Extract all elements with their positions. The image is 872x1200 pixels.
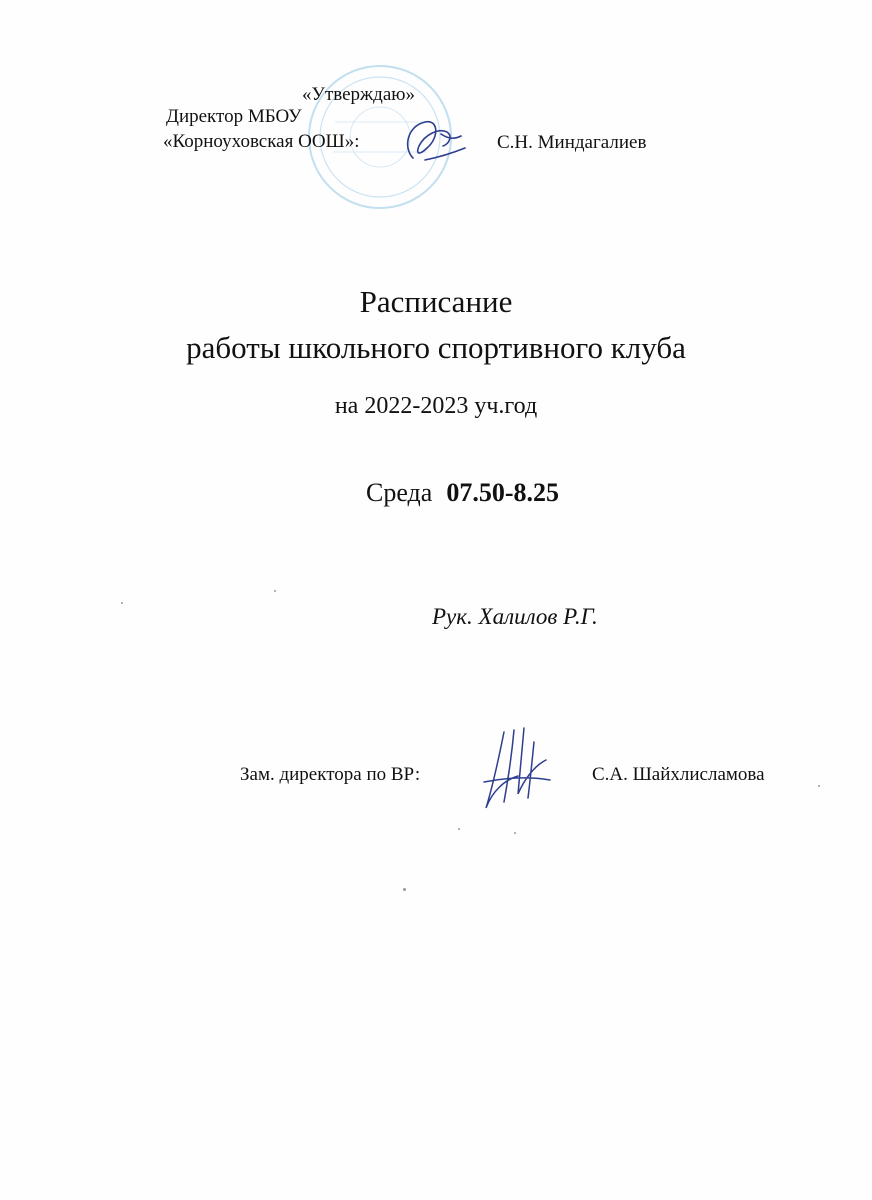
director-name: С.Н. Миндагалиев: [497, 132, 647, 153]
deputy-signature: [474, 722, 554, 822]
document-subtitle: работы школьного спортивного клуба: [186, 330, 686, 365]
scan-speck: [274, 590, 276, 592]
director-position-line2: «Корноуховская ООШ»:: [163, 131, 360, 152]
scan-speck: [514, 832, 516, 834]
club-leader: Рук. Халилов Р.Г.: [432, 604, 598, 629]
schedule-line: [366, 478, 559, 508]
director-signature: [395, 108, 470, 173]
scan-speck: [121, 602, 123, 604]
director-position-line1: Директор МБОУ: [166, 106, 302, 127]
schedule-day: Среда: [366, 478, 433, 507]
scan-speck: [818, 785, 820, 787]
scan-speck: [403, 888, 406, 891]
deputy-role: Зам. директора по ВР:: [240, 764, 421, 785]
academic-year: на 2022-2023 уч.год: [334, 393, 538, 419]
deputy-name: С.А. Шайхлисламова: [592, 764, 765, 785]
approval-header: «Утверждаю»: [302, 84, 415, 105]
schedule-time: 07.50-8.25: [446, 478, 559, 507]
scan-speck: [458, 828, 460, 830]
document-title: Расписание: [359, 284, 513, 319]
